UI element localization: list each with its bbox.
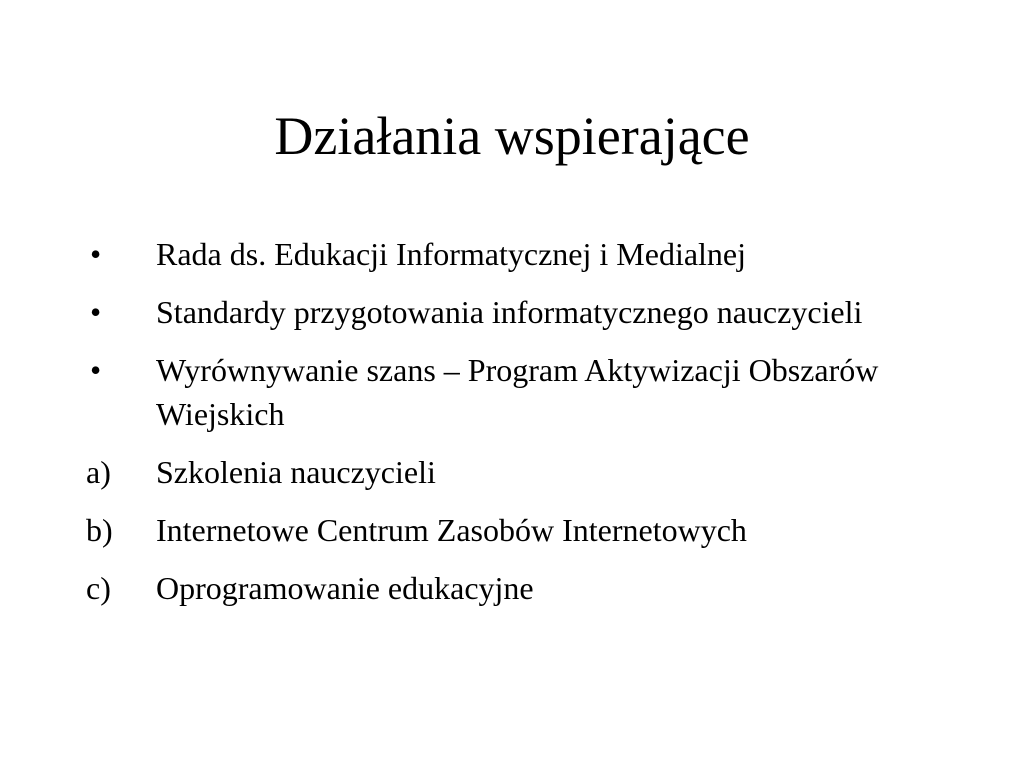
list-item-text: Rada ds. Edukacji Informatycznej i Medialnej bbox=[156, 236, 747, 272]
list-item bbox=[86, 348, 946, 436]
letter-marker: c) bbox=[86, 570, 111, 606]
letter-marker: b) bbox=[86, 512, 113, 548]
list-item-text: Wyrównywanie szans – Program Aktywizacji Obszarów Wiejskich bbox=[156, 352, 879, 432]
list-item bbox=[86, 232, 946, 276]
bullet-marker: • bbox=[90, 352, 102, 388]
list-item-text: Internetowe Centrum Zasobów Internetowych bbox=[156, 512, 747, 548]
list-item bbox=[86, 508, 946, 552]
bullet-marker: • bbox=[90, 294, 102, 330]
slide-title: Działania wspierające bbox=[274, 106, 750, 166]
list-item-text: Szkolenia nauczycieli bbox=[156, 454, 436, 490]
slide-content-list bbox=[86, 232, 946, 624]
bullet-marker: • bbox=[90, 236, 102, 272]
list-item bbox=[86, 566, 946, 610]
list-item bbox=[86, 290, 946, 334]
list-item bbox=[86, 450, 946, 494]
list-item-text: Standardy przygotowania informatycznego nauczycieli bbox=[156, 294, 863, 330]
list-item-text: Oprogramowanie edukacyjne bbox=[156, 570, 534, 606]
letter-marker: a) bbox=[86, 454, 111, 490]
